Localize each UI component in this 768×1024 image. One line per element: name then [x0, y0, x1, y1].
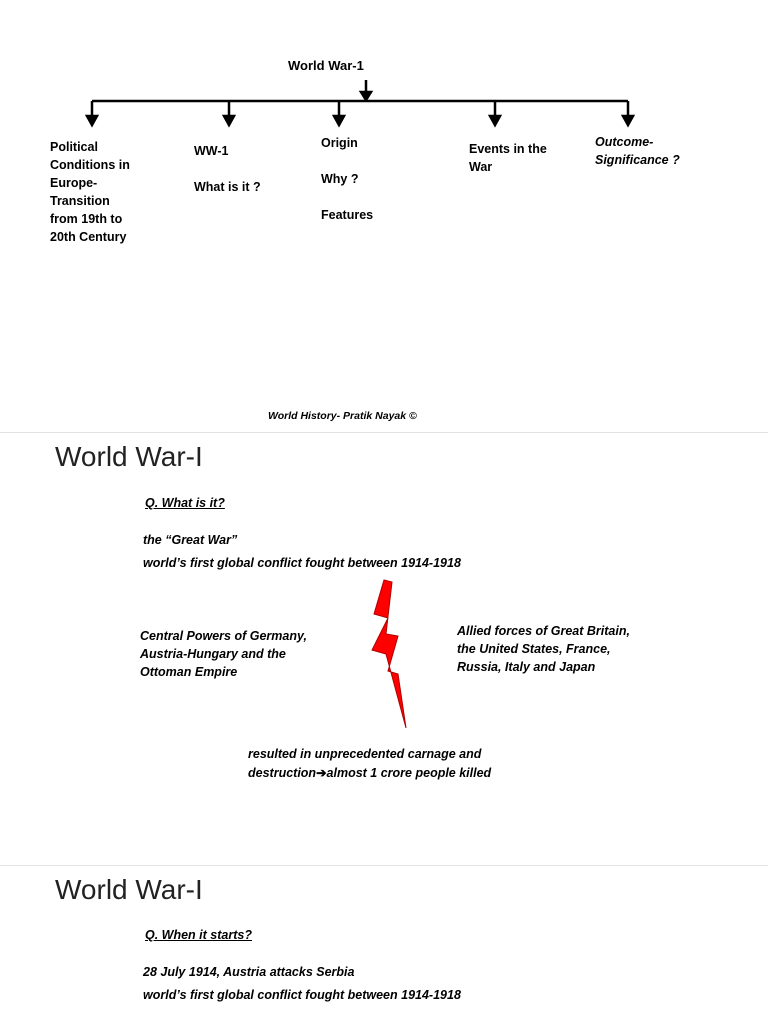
root-arrow-head	[361, 92, 371, 100]
allied-line: the United States, France,	[457, 642, 611, 656]
branch-text-line: Significance ?	[595, 153, 680, 167]
branch-arrow-1	[87, 116, 97, 125]
result-killed: almost 1 crore people killed	[326, 766, 492, 780]
central-line: Ottoman Empire	[140, 665, 238, 679]
start-date-line: 28 July 1914, Austria attacks Serbia	[143, 965, 355, 979]
branch-text-line: from 19th to	[50, 212, 123, 226]
branch-spacer	[194, 160, 304, 178]
branch-text-line: Features	[321, 208, 374, 222]
result-destruction: destruction	[248, 766, 317, 780]
branch-ww1-what	[194, 142, 304, 196]
branch-text-line: Outcome-	[595, 135, 654, 149]
central-powers-text	[140, 627, 340, 681]
branch-text-line: What is it ?	[194, 180, 261, 194]
great-war-line: the “Great War”	[143, 533, 238, 547]
branch-text-line: Conditions in	[50, 158, 130, 172]
branch-origin	[321, 134, 431, 224]
branch-text-line: Why ?	[321, 172, 359, 186]
global-conflict-line: world’s first global conflict fought between 1914-1918	[143, 988, 461, 1002]
question-heading: Q. What is it?	[145, 496, 225, 510]
central-line: Central Powers of Germany,	[140, 629, 307, 643]
right-arrow-icon: ➔	[316, 766, 327, 780]
allied-forces-text	[457, 622, 677, 676]
branch-arrow-2	[224, 116, 234, 125]
slide-overview	[0, 0, 768, 432]
branch-political-conditions	[50, 138, 170, 246]
branch-text-line: Events in the	[469, 142, 547, 156]
slide-footer: World History- Pratik Nayak ©	[268, 410, 417, 422]
allied-line: Russia, Italy and Japan	[457, 660, 596, 674]
branch-text-line: Origin	[321, 136, 358, 150]
result-text	[248, 745, 548, 783]
branch-connector-diagram	[0, 0, 768, 140]
central-line: Austria-Hungary and the	[140, 647, 286, 661]
slide-what-is-it	[0, 433, 768, 865]
branch-arrow-5	[623, 116, 633, 125]
branch-text-line: Political	[50, 140, 98, 154]
global-conflict-line: world’s first global conflict fought between 1914-1918	[143, 556, 461, 570]
branch-outcome	[595, 133, 725, 169]
branch-spacer	[321, 152, 431, 170]
branch-text-line: Transition	[50, 194, 110, 208]
branch-text-line: WW-1	[194, 144, 229, 158]
branch-spacer	[321, 188, 431, 206]
slide-when-starts	[0, 866, 768, 1024]
branch-arrow-4	[490, 116, 500, 125]
branch-text-line: Europe-	[50, 176, 98, 190]
question-heading: Q. When it starts?	[145, 928, 252, 942]
branch-arrow-3	[334, 116, 344, 125]
branch-events	[469, 140, 579, 176]
result-line: resulted in unprecedented carnage and	[248, 747, 482, 761]
lightning-bolt-icon	[360, 578, 420, 728]
root-node-title: World War-1	[288, 58, 364, 73]
slide-title: World War-I	[55, 874, 203, 905]
branch-text-line: 20th Century	[50, 230, 127, 244]
slide-title: World War-I	[55, 441, 203, 472]
result-line	[248, 764, 548, 783]
allied-line: Allied forces of Great Britain,	[457, 624, 630, 638]
branch-text-line: War	[469, 160, 493, 174]
